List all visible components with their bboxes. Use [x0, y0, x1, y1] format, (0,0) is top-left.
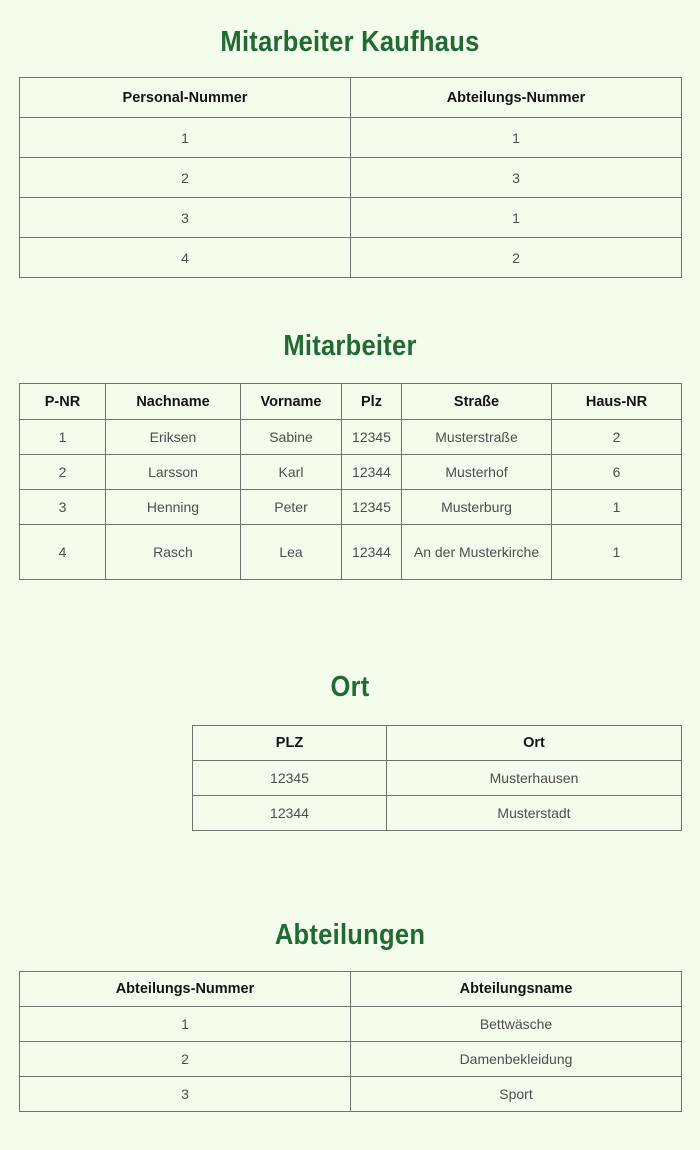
table-row: [20, 1042, 682, 1077]
cell-p-nr: 1: [20, 420, 106, 455]
table-mitarbeiter-wrapper: [19, 383, 682, 580]
cell-personal-nummer: 2: [20, 158, 351, 198]
column-header-abteilungs-nummer: Abteilungs-Nummer: [20, 972, 351, 1007]
cell-plz: 12344: [342, 525, 402, 580]
column-header-nachname: Nachname: [106, 384, 241, 420]
cell-nachname: Larsson: [106, 455, 241, 490]
cell-abteilungs-nummer: 2: [351, 238, 682, 278]
column-header-personal-nummer: Personal-Nummer: [20, 78, 351, 118]
column-header-haus-nr: Haus-NR: [552, 384, 682, 420]
table-row: [20, 158, 682, 198]
page-title-mitarbeiter-kaufhaus: Mitarbeiter Kaufhaus: [220, 26, 480, 58]
column-header-plz: PLZ: [193, 726, 387, 761]
cell-p-nr: 4: [20, 525, 106, 580]
cell-abteilungs-nummer: 2: [20, 1042, 351, 1077]
cell-abteilungs-nummer: 3: [20, 1077, 351, 1112]
table-row: [193, 796, 682, 831]
table-mitarbeiter-kaufhaus-wrapper: [19, 77, 682, 278]
column-header-ort: Ort: [387, 726, 682, 761]
column-header-vorname: Vorname: [241, 384, 342, 420]
cell-abteilungs-nummer: 1: [351, 198, 682, 238]
page-title-abteilungen: Abteilungen: [274, 919, 426, 951]
cell-vorname: Sabine: [241, 420, 342, 455]
column-header-abteilungs-nummer: Abteilungs-Nummer: [351, 78, 682, 118]
cell-p-nr: 3: [20, 490, 106, 525]
cell-personal-nummer: 3: [20, 198, 351, 238]
cell-nachname: Henning: [106, 490, 241, 525]
cell-ort: Musterstadt: [387, 796, 682, 831]
cell-ort: Musterhausen: [387, 761, 682, 796]
table-ort: [192, 725, 682, 831]
table-abteilungen: [19, 971, 682, 1112]
cell-vorname: Lea: [241, 525, 342, 580]
table-header-row: [20, 972, 682, 1007]
cell-abteilungsname: Bettwäsche: [351, 1007, 682, 1042]
cell-abteilungs-nummer: 1: [351, 118, 682, 158]
table-row: [20, 118, 682, 158]
cell-nachname: Eriksen: [106, 420, 241, 455]
table-row: [20, 1077, 682, 1112]
table-row: [20, 1007, 682, 1042]
cell-plz: 12345: [342, 420, 402, 455]
table-ort-wrapper: [192, 725, 682, 831]
table-row: [20, 238, 682, 278]
cell-abteilungsname: Damenbekleidung: [351, 1042, 682, 1077]
cell-strasse: Musterburg: [402, 490, 552, 525]
column-header-plz: Plz: [342, 384, 402, 420]
cell-abteilungs-nummer: 3: [351, 158, 682, 198]
page-title-mitarbeiter: Mitarbeiter: [283, 330, 417, 362]
cell-nachname: Rasch: [106, 525, 241, 580]
cell-plz: 12345: [193, 761, 387, 796]
cell-personal-nummer: 4: [20, 238, 351, 278]
column-header-p-nr: P-NR: [20, 384, 106, 420]
table-row: [193, 761, 682, 796]
column-header-strasse: Straße: [402, 384, 552, 420]
table-header-row: [20, 384, 682, 420]
column-header-abteilungsname: Abteilungsname: [351, 972, 682, 1007]
cell-haus-nr: 1: [552, 525, 682, 580]
cell-haus-nr: 6: [552, 455, 682, 490]
cell-vorname: Peter: [241, 490, 342, 525]
cell-strasse: Musterhof: [402, 455, 552, 490]
cell-strasse: Musterstraße: [402, 420, 552, 455]
table-mitarbeiter: [19, 383, 682, 580]
table-row: [20, 455, 682, 490]
table-mitarbeiter-kaufhaus: [19, 77, 682, 278]
table-row: [20, 490, 682, 525]
table-abteilungen-wrapper: [19, 971, 682, 1112]
page-title-ort: Ort: [330, 671, 370, 703]
cell-vorname: Karl: [241, 455, 342, 490]
table-header-row: [20, 78, 682, 118]
cell-personal-nummer: 1: [20, 118, 351, 158]
table-row: [20, 420, 682, 455]
cell-plz: 12344: [342, 455, 402, 490]
table-row: [20, 198, 682, 238]
cell-abteilungs-nummer: 1: [20, 1007, 351, 1042]
table-row: [20, 525, 682, 580]
cell-haus-nr: 2: [552, 420, 682, 455]
cell-p-nr: 2: [20, 455, 106, 490]
cell-plz: 12345: [342, 490, 402, 525]
cell-haus-nr: 1: [552, 490, 682, 525]
table-header-row: [193, 726, 682, 761]
cell-abteilungsname: Sport: [351, 1077, 682, 1112]
cell-strasse: An der Musterkirche: [402, 525, 552, 580]
cell-plz: 12344: [193, 796, 387, 831]
